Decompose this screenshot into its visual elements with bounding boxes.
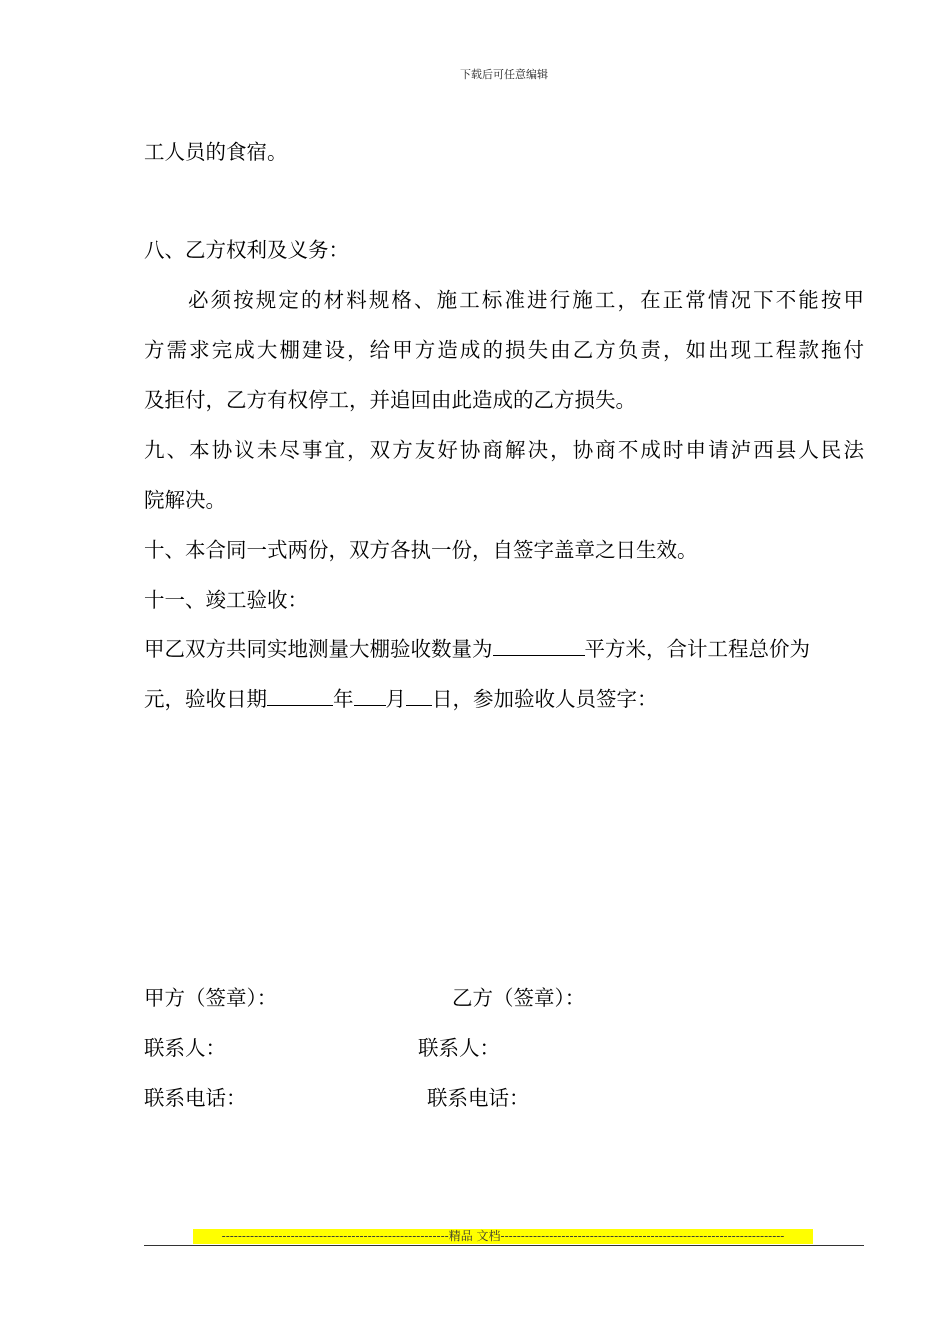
paragraph-line: 及拒付，乙方有权停工，并追回由此造成的乙方损失。 <box>144 388 636 412</box>
acceptance-text: 元，验收日期 <box>144 687 267 711</box>
text-line: 工人员的食宿。 <box>144 140 288 164</box>
acceptance-text: 甲乙双方共同实地测量大棚验收数量为 <box>144 637 493 661</box>
footer-rule <box>144 1245 864 1246</box>
paragraph-line: 十、本合同一式两份，双方各执一份，自签字盖章之日生效。 <box>144 538 698 562</box>
footer-label: 精品 文档 <box>448 1229 501 1243</box>
month-blank <box>354 687 386 706</box>
footer-banner <box>193 1229 813 1244</box>
section-heading: 十一、竣工验收： <box>144 588 308 612</box>
acceptance-text: 日，参加验收人员签字： <box>432 687 658 711</box>
paragraph-line: 院解决。 <box>144 488 226 512</box>
paragraph-line: 九、本协议未尽事宜，双方友好协商解决，协商不成时申请泸西县人民法 <box>144 438 864 462</box>
acceptance-line <box>144 636 810 662</box>
party-a-phone: 联系电话： <box>144 1086 247 1110</box>
header-note: 下载后可任意编辑 <box>460 68 548 81</box>
party-b-phone: 联系电话： <box>427 1086 530 1110</box>
month-label: 月 <box>385 687 406 711</box>
acceptance-text: 平方米，合计工程总价为 <box>584 637 810 661</box>
party-a-contact: 联系人： <box>144 1036 226 1060</box>
footer-dashes: ---------------------------------------------------------------------- <box>500 1229 785 1243</box>
acceptance-date-line <box>144 686 658 712</box>
section-heading: 八、乙方权利及义务： <box>144 238 349 262</box>
party-b-seal: 乙方（签章）： <box>452 986 586 1010</box>
paragraph-line: 必须按规定的材料规格、施工标准进行施工，在正常情况下不能按甲 <box>188 288 864 312</box>
year-blank <box>267 687 333 706</box>
year-label: 年 <box>333 687 354 711</box>
day-blank <box>406 687 432 706</box>
party-b-contact: 联系人： <box>418 1036 500 1060</box>
footer-dashes: -------------------------------------------------------- <box>221 1229 449 1243</box>
paragraph-line: 方需求完成大棚建设，给甲方造成的损失由乙方负责，如出现工程款拖付 <box>144 338 864 362</box>
area-blank <box>493 637 585 656</box>
party-a-seal: 甲方（签章）： <box>144 986 278 1010</box>
